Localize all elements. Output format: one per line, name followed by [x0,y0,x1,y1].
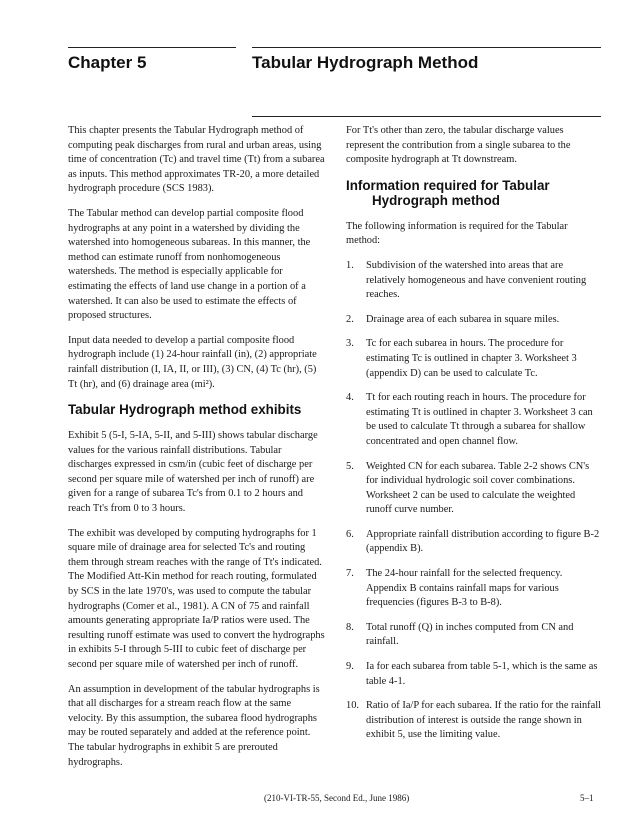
list-item [346,621,602,650]
list-item [346,699,602,743]
list-item-number: 7. [346,568,354,580]
chapter-title: Tabular Hydrograph Method [252,53,479,72]
header-rule-right [252,47,601,48]
list-item-text: Appropriate rainfall distribution according to figure B-2 (appendix B). [366,528,600,555]
section-heading-information: Information required for Tabular Hydrograph method [346,177,550,208]
list-item-number: 1. [346,259,354,271]
exhibits-paragraph-3: An assumption in development of the tabular hydrographs is that all discharges for a stream reach flow at the same velocity. By this assumption, the subarea flood hydrographs may be routed separately and added at the reference point. The tabular hydrographs in exhibit 5 are prerouted hydrographs. [68,683,320,768]
header-rule-bottom [252,116,601,117]
list-item-number: 8. [346,621,354,633]
list-item-text: Tt for each routing reach in hours. The procedure for estimating Tt is outlined in chapter 3. Worksheet 3 can be used to calculate Tt through a subarea for shallow concentrated and open channel flow. [366,392,593,447]
list-item-number: 4. [346,392,354,404]
intro-paragraph-2: The Tabular method can develop partial composite flood hydrographs at any point in a watershed by dividing the watershed into homogeneous subareas. In this manner, the method can estimate runoff from nonhomogeneous watersheds. The method is especially applicable for estimating the effects of land use change in a portion of a watershed. It can also be used to estimate the effects of proposed structures. [68,207,311,322]
list-item [346,313,602,328]
list-item [346,259,602,303]
list-item-text: Ia for each subarea from table 5-1, which is the same as table 4-1. [366,661,598,687]
list-item-text: Tc for each subarea in hours. The procedure for estimating Tc is outlined in chapter 3. Worksheet 3 (appendix D) can be used to calculate Tc. [366,338,577,379]
continuation-paragraph: For Tt's other than zero, the tabular discharge values represent the contribution from a single subarea to the composite hydrograph at Tt downstream. [346,125,571,166]
page-number: 5–1 [580,793,594,803]
list-item-text: Drainage area of each subarea in square miles. [366,313,560,325]
list-item [346,528,602,557]
intro-paragraph-3: Input data needed to develop a partial composite flood hydrograph include (1) 24-hour rainfall (in), (2) appropriate rainfall distribution (I, IA, II, or III), (3) CN, (4) Tc (hr), (5) Tt (hr), and (6) drainage area (mi²). [68,334,317,390]
list-item [346,567,602,611]
list-item-number: 5. [346,460,354,472]
right-column [346,124,602,753]
chapter-number: Chapter 5 [68,53,147,72]
exhibits-paragraph-2: The exhibit was developed by computing hydrographs for 1 square mile of drainage area for selected Tc's and routing them through stream reaches with the range of Tt's indicated. The Modified Att-Kin method for reach routing, formulated by SCS in the late 1970's, was used to compute the tabular hydrographs (Comer et al., 1981). A CN of 75 and rainfall amounts generating appropriate Ia/P ratios were used. The resulting runoff estimate was used to convert the hydrographs in exhibits 5-I through 5-III to cubic feet of discharge per second per square mile of watershed per inch of runoff. [68,527,325,670]
list-item [346,391,602,449]
information-intro: The following information is required for the Tabular method: [346,220,568,247]
list-item-number: 2. [346,313,354,325]
list-item-number: 6. [346,528,354,540]
list-item-number: 10. [346,700,359,712]
list-item [346,337,602,381]
list-item-number: 9. [346,661,354,673]
list-item [346,660,602,689]
exhibits-paragraph-1: Exhibit 5 (5-I, 5-IA, 5-II, and 5-III) shows tabular discharge values for the various rainfall distributions. Tabular discharges expressed in csm/in (cubic feet of discharge per second per square mile of watershed per inch of runoff) are given for a range of subarea Tc's from 0.1 to 2 hours and reach Tt's from 0 to 3 hours. [68,430,318,515]
list-item-text: The 24-hour rainfall for the selected frequency. Appendix B contains rainfall maps for various frequencies (figures B-3 to B-8). [366,568,563,609]
requirements-list [346,259,602,743]
list-item-text: Total runoff (Q) in inches computed from CN and rainfall. [366,621,574,648]
footer-source: (210-VI-TR-55, Second Ed., June 1986) [264,793,410,803]
list-item-text: Weighted CN for each subarea. Table 2-2 shows CN's for individual hydrologic soil cover combinations. Worksheet 2 can be used to calculate the weighted runoff curve number. [366,460,590,516]
left-column [68,124,326,780]
list-item [346,460,602,518]
header-rule-left [68,47,236,48]
list-item-text: Subdivision of the watershed into areas that are relatively homogeneous and have convenient routing reaches. [366,259,587,301]
list-item-number: 3. [346,338,354,350]
intro-paragraph-1: This chapter presents the Tabular Hydrograph method of computing peak discharges from rural and urban areas, using time of concentration (Tc) and travel time (Tt) from a subarea as inputs. This method approximates TR-20, a more detailed hydrograph procedure (SCS 1983). [68,125,325,195]
section-heading-exhibits: Tabular Hydrograph method exhibits [68,402,302,418]
list-item-text: Ratio of Ia/P for each subarea. If the ratio for the rainfall distribution of interest is outside the range shown in exhibit 5, use the limiting value. [366,700,602,741]
